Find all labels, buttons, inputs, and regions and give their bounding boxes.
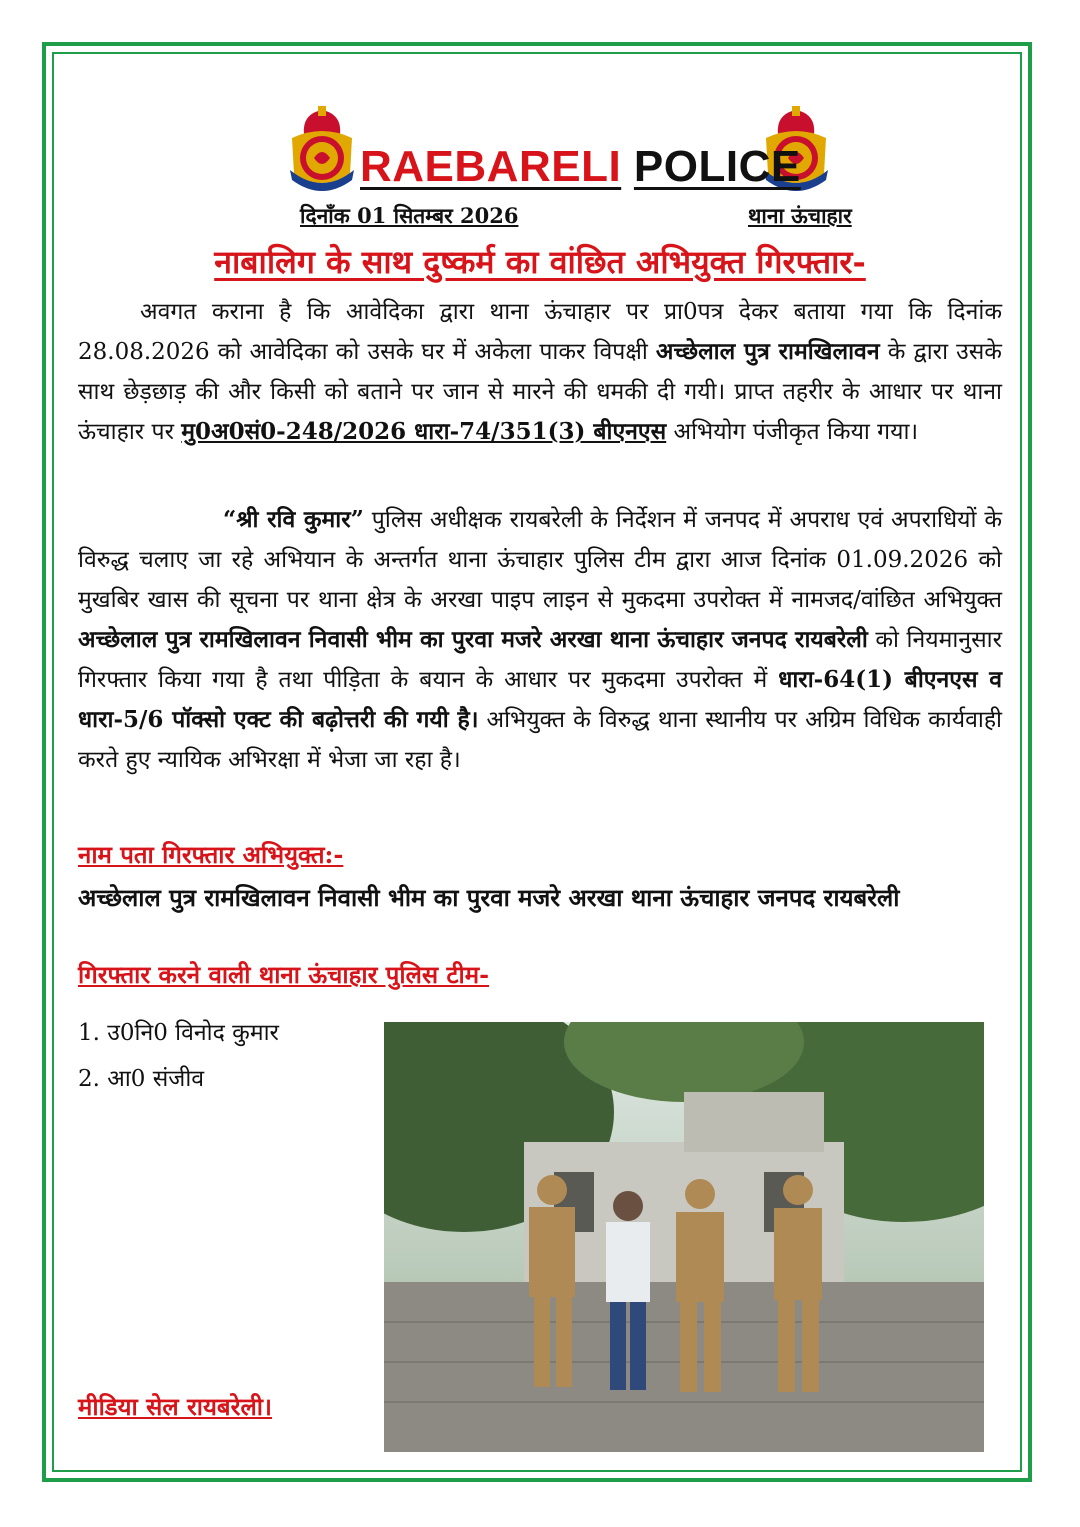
team-heading: गिरफ्तार करने वाली थाना ऊंचाहार पुलिस टीम- <box>78 960 490 989</box>
p2-sp-name: “श्री रवि कुमार” <box>223 506 364 533</box>
headline: नाबालिग के साथ दुष्कर्म का वांछित अभियुक्त गिरफ्तार- <box>214 243 866 281</box>
page-title <box>360 142 801 192</box>
accused-details: अच्छेलाल पुत्र रामखिलावन निवासी भीम का पुरवा मजरे अरखा थाना ऊंचाहार जनपद रायबरेली <box>78 883 900 912</box>
arrest-photo <box>384 1022 984 1452</box>
up-police-emblem-left <box>282 104 362 194</box>
paragraph-complaint <box>78 292 1002 452</box>
list-item: 2. आ0 संजीव <box>78 1066 205 1092</box>
p2-accused-address: अच्छेलाल पुत्र रामखिलावन निवासी भीम का पुरवा मजरे अरखा थाना ऊंचाहार जनपद रायबरेली <box>78 626 868 653</box>
p1-text-2: के द्वारा उसके साथ छेड़छाड़ की और किसी को बताने पर जान से मारने की धमकी दी गयी। प्राप्त तहरीर के आधार पर थाना ऊंचाहार पर <box>78 339 1002 445</box>
station-name: थाना ऊंचाहार <box>748 203 852 228</box>
list-item: 1. उ0नि0 विनोद कुमार <box>78 1020 279 1046</box>
p2-sections-added: धारा-64(1) बीएनएस व धारा-5/6 पॉक्सो एक्ट की बढ़ोत्तरी की गयी है। <box>78 666 1003 733</box>
p2-text-2: को नियमानुसार गिरफ्तार किया गया है तथा पीड़िता के बयान के आधार पर मुकदमा उपरोक्त में <box>78 627 1002 693</box>
p1-text-1: अवगत कराना है कि आवेदिका द्वारा थाना ऊंचाहार पर प्रा0पत्र देकर बताया गया कि दिनांक 28.08.2026 को आवेदिका को उसके घर में अकेला पाकर विपक्षी <box>78 299 1002 365</box>
accused-heading: नाम पता गिरफ्तार अभियुक्त:- <box>78 840 344 869</box>
paragraph-arrest <box>78 500 1002 780</box>
brand-raebareli: RAEBARELI <box>360 142 622 191</box>
p1-case-number: मु0अ0सं0-248/2026 धारा-74/351(3) बीएनएस <box>181 418 667 445</box>
date-line: दिनाँक 01 सितम्बर 2026 <box>300 203 519 228</box>
p1-text-3: अभियोग पंजीकृत किया गया। <box>666 419 919 445</box>
media-cell-signature: मीडिया सेल रायबरेली। <box>78 1392 273 1421</box>
p1-accused-name: अच्छेलाल पुत्र रामखिलावन <box>655 338 880 365</box>
team-list <box>78 1010 279 1102</box>
brand-police: POLICE <box>633 142 801 191</box>
p2-text-1: पुलिस अधीक्षक रायबरेली के निर्देशन में जनपद में अपराध एवं अपराधियों के विरुद्ध चलाए जा रहे अभियान के अन्तर्गत थाना ऊंचाहार पुलिस टीम द्वारा आज दिनांक 01.09.2026 को मुखबिर खास की सूचना पर थाना क्षेत्र के अरखा पाइप लाइन से मुकदमा उपरोक्त में नामजद/वांछित अभियुक्त <box>78 507 1003 613</box>
p2-text-3: अभियुक्त के विरुद्ध थाना स्थानीय पर अग्रिम विधिक कार्यवाही करते हुए न्यायिक अभिरक्षा में भेजा जा रहा है। <box>78 707 1002 773</box>
